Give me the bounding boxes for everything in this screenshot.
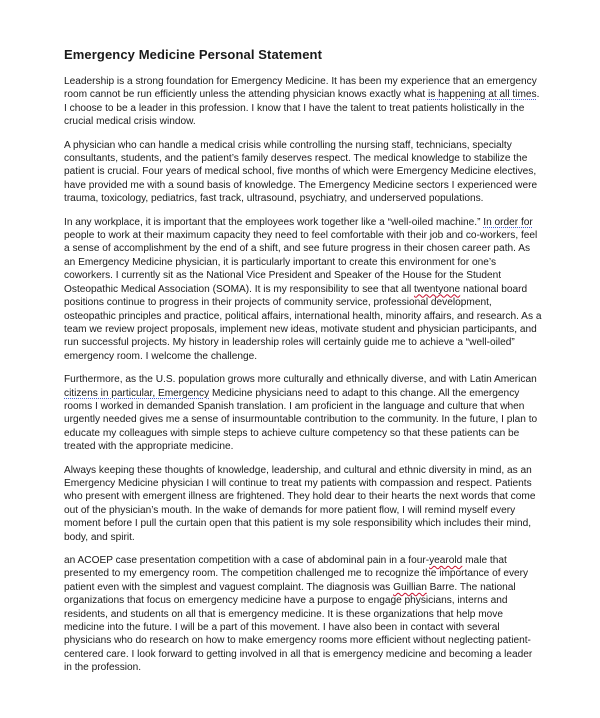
text-run: Leadership is a strong foundation for Emergency Medicine. It has been my experience that an emergency room cannot be run efficiently unless the attending physician knows exactly what	[64, 76, 537, 101]
text-run: an ACOEP case presentation competition with a case of abdominal pain in a four-	[64, 555, 430, 566]
paragraph	[64, 554, 542, 675]
text-run: A physician who can handle a medical crisis while controlling the nursing staff, technicians, specialty consultants, students, and the patient’s family deserves respect. The medical knowledge to stabilize the patient is crucial. Four years of medical school, five months of which were Emergency Medicine electives, have provided me with a sound basis of knowledge. The Emergency Medicine sectors I experienced were trauma, toxicology, pediatrics, fast track, ultrasound, psychiatry, and underserved populations.	[64, 139, 538, 205]
paragraph	[64, 464, 542, 544]
text-run: Furthermore, as the U.S. population grows more culturally and ethnically diverse, and with Latin American	[64, 374, 537, 386]
document-title: Emergency Medicine Personal Statement	[64, 47, 323, 62]
text-run: . I choose to be a leader in this profession. I know that I have the talent to treat patients holistically in the crucial medical crisis window.	[64, 89, 540, 128]
text-run: people to work at their maximum capacity they need to feel comfortable with their job and co-workers, feel a sense of accomplishment by the end of a shift, and see future progress in their chosen career path. As an Emergency Medicine physician, it is particularly important to create this environment for one’s coworkers. I currently sit as the National Vice President and Speaker of the House for the Student Osteopathic Medical Association (SOMA). It is my responsibility to see that all	[64, 230, 538, 295]
text-run: Medicine physicians need to adapt to this change. All the emergency rooms I worked in demanded Spanish translation. I am proficient in the language and culture that when urgently needed gives me a sense of insurmountable contribution to the community. In the future, I plan to educate my colleagues with simple steps to achieve culture competency so that these patients can be treated with the appropriate medicine.	[64, 387, 538, 453]
grammar-flagged-text[interactable]: In order for	[483, 216, 533, 228]
paragraph	[64, 373, 542, 453]
paragraph	[64, 216, 542, 363]
misspelled-word[interactable]: twentyone	[414, 283, 461, 295]
text-run: Always keeping these thoughts of knowledge, leadership, and cultural and ethnic diversity in mind, as an Emergency Medicine physician I will continue to treat my patients with compassion and respect. Patients who present with emergent illness are frightened. They hold dear to their hearts the next words that come out of the physician’s mouth. In the wake of demands for more patient flow, I will remind myself every moment before I pull the curtain open that this patient is my sole responsibility which includes their mind, body, and spirit.	[64, 464, 536, 543]
paragraph	[64, 75, 542, 129]
text-run: national board positions continue to progress in their projects of community service, professional development, osteopathic principles and practice, political affairs, international health, minority affairs, and research. As a team we review project proposals, implement new ideas, motivate student and physician participants, and run successful projects. My history in leadership roles will certainly guide me to achieve a “well-oiled” emergency room. I welcome the challenge.	[64, 283, 542, 362]
grammar-flagged-text[interactable]: is happening at all times	[427, 89, 537, 101]
misspelled-word[interactable]: Guillian	[393, 581, 427, 593]
text-run: Barre. The national organizations that focus on emergency medicine have a purpose to engage physicians, interns and residents, and students on all that is emergency medicine. It is these organizations that help move medicine into the future. I will be a part of this movement. I have also been in contact with several physicians who do research on how to make emergency rooms more efficient without neglecting patient-centered care. I look forward to getting involved in all that is emergency medicine and becoming a leader in the profession.	[64, 581, 533, 674]
paragraph	[64, 139, 542, 206]
misspelled-word[interactable]: yearold	[429, 555, 463, 566]
grammar-flagged-text[interactable]: citizens in particular, Emergency	[64, 387, 210, 399]
text-run: male that presented to my emergency room. The competition challenged me to recognize the importance of every patient even with the simplest and vaguest complaint. The diagnosis was	[64, 555, 529, 593]
text-run: In any workplace, it is important that the employees work together like a “well-oiled machine.”	[64, 216, 484, 228]
